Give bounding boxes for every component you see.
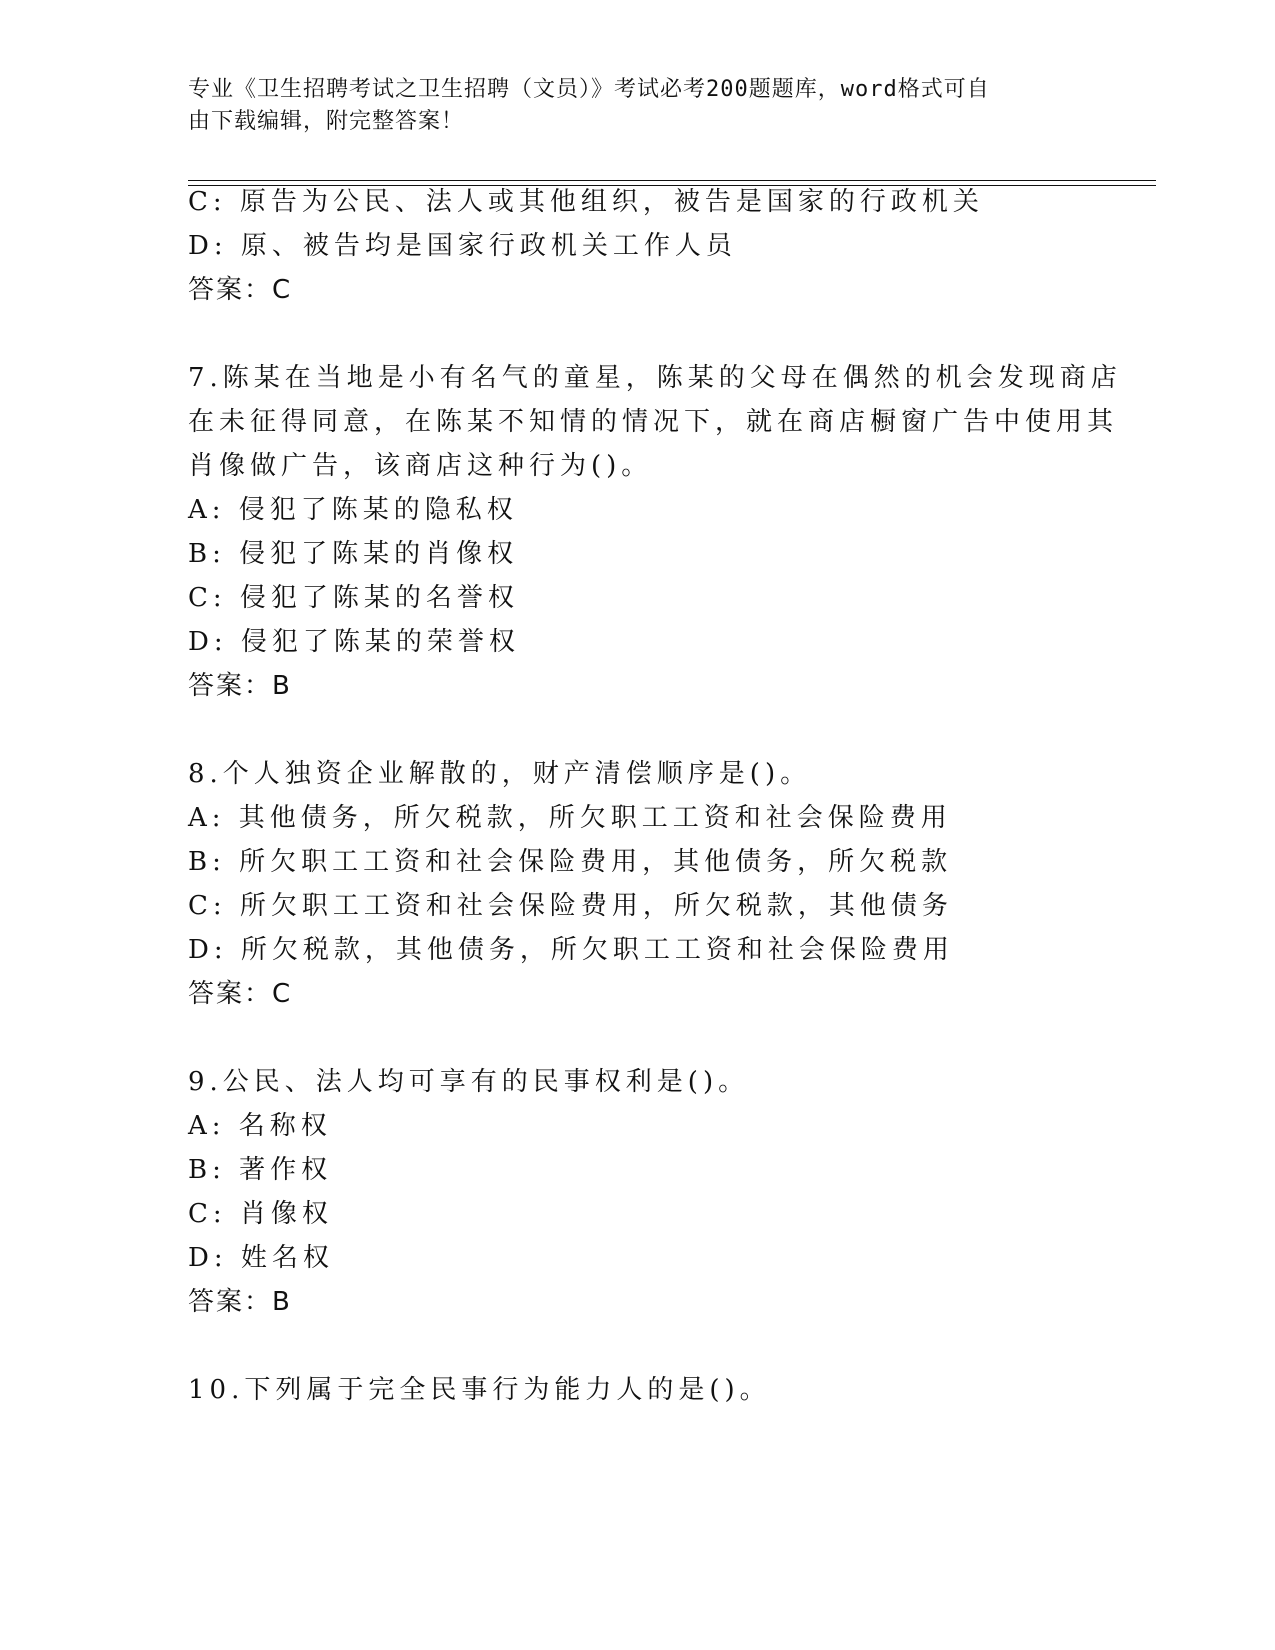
q7-answer: 答案：B bbox=[188, 671, 292, 701]
q9-option-d: D: 姓名权 bbox=[188, 1243, 334, 1273]
q7-stem-line-2: 在未征得同意，在陈某不知情的情况下，就在商店橱窗广告中使用其 bbox=[188, 407, 1119, 437]
q9-answer: 答案：B bbox=[188, 1287, 292, 1317]
q7-option-a: A: 侵犯了陈某的隐私权 bbox=[188, 495, 518, 525]
q9-stem-line-1: 9.公民、法人均可享有的民事权利是()。 bbox=[188, 1067, 750, 1097]
prev-question-option-d: D: 原、被告均是国家行政机关工作人员 bbox=[188, 231, 737, 261]
prev-question-option-c: C: 原告为公民、法人或其他组织，被告是国家的行政机关 bbox=[188, 187, 984, 217]
q8-option-a: A: 其他债务，所欠税款，所欠职工工资和社会保险费用 bbox=[188, 803, 952, 833]
q9-option-a: A: 名称权 bbox=[188, 1111, 332, 1141]
q7-option-c: C: 侵犯了陈某的名誉权 bbox=[188, 583, 519, 613]
q9-option-b: B: 著作权 bbox=[188, 1155, 333, 1185]
q10-stem-line-1: 10.下列属于完全民事行为能力人的是()。 bbox=[188, 1375, 771, 1405]
document-header bbox=[188, 74, 1068, 138]
header-line-1: 专业《卫生招聘考试之卫生招聘（文员）》考试必考200题题库，word格式可自 bbox=[188, 77, 990, 102]
q7-option-d: D: 侵犯了陈某的荣誉权 bbox=[188, 627, 520, 657]
prev-question-answer: 答案：C bbox=[188, 275, 293, 305]
q8-option-c: C: 所欠职工工资和社会保险费用，所欠税款，其他债务 bbox=[188, 891, 953, 921]
q8-option-b: B: 所欠职工工资和社会保险费用，其他债务，所欠税款 bbox=[188, 847, 953, 877]
q7-option-b: B: 侵犯了陈某的肖像权 bbox=[188, 539, 519, 569]
q8-answer: 答案：C bbox=[188, 979, 293, 1009]
header-line-2: 由下载编辑，附完整答案！ bbox=[188, 109, 465, 134]
header-divider-top bbox=[188, 180, 1156, 181]
q7-stem-line-1: 7.陈某在当地是小有名气的童星，陈某的父母在偶然的机会发现商店 bbox=[188, 363, 1122, 393]
q8-stem-line-1: 8.个人独资企业解散的，财产清偿顺序是()。 bbox=[188, 759, 812, 789]
q7-stem-line-3: 肖像做广告，该商店这种行为()。 bbox=[188, 451, 653, 481]
q8-option-d: D: 所欠税款，其他债务，所欠职工工资和社会保险费用 bbox=[188, 935, 954, 965]
q9-option-c: C: 肖像权 bbox=[188, 1199, 333, 1229]
